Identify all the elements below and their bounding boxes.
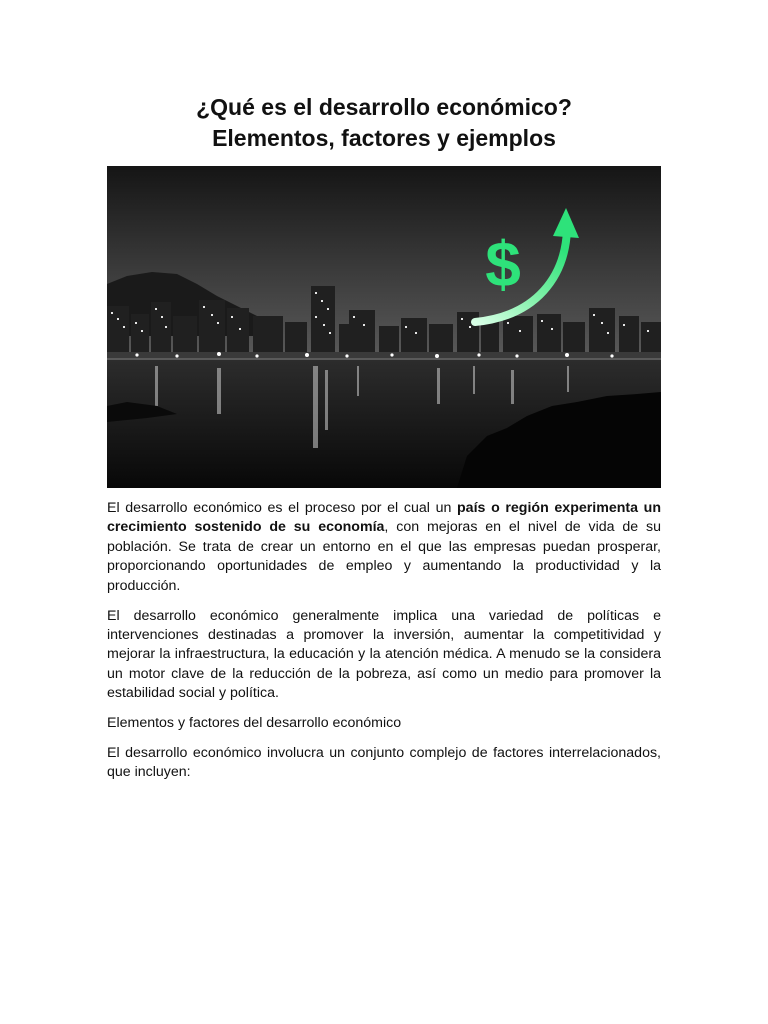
article-body xyxy=(107,499,661,793)
paragraph-policies: El desarrollo económico generalmente implica una variedad de políticas e intervenciones destinadas a promover la inversión, aumentar la competitividad y mejorar la infraestructura, la educación y la atención médica. A menudo se la considera un motor clave de la reducción de la pobreza, así como un medio para promover la estabilidad social y política. xyxy=(107,607,661,702)
intro-text-bold: país o región experimenta un crecimiento sostenido de su economía xyxy=(107,500,661,536)
intro-text-after: , con mejoras en el nivel de vida de su población. Se trata de crear un entorno en el que las empresas puedan prosperar, proporcionando oportunidades de empleo y aumentando la productividad y la producción. xyxy=(107,519,662,594)
section-heading: Elementos y factores del desarrollo económico xyxy=(107,715,402,732)
paragraph-intro xyxy=(107,499,661,596)
title-line-1: ¿Qué es el desarrollo económico? xyxy=(196,94,572,120)
intro-text-before: El desarrollo económico es el proceso por el cual un xyxy=(107,500,458,516)
hero-image xyxy=(107,166,661,488)
page-title xyxy=(107,92,661,154)
title-line-2: Elementos, factores y ejemplos xyxy=(212,125,556,151)
paragraph-factors: El desarrollo económico involucra un conjunto complejo de factores interrelacionados, que incluyen: xyxy=(107,744,661,781)
dollar-icon: $ xyxy=(485,228,521,300)
